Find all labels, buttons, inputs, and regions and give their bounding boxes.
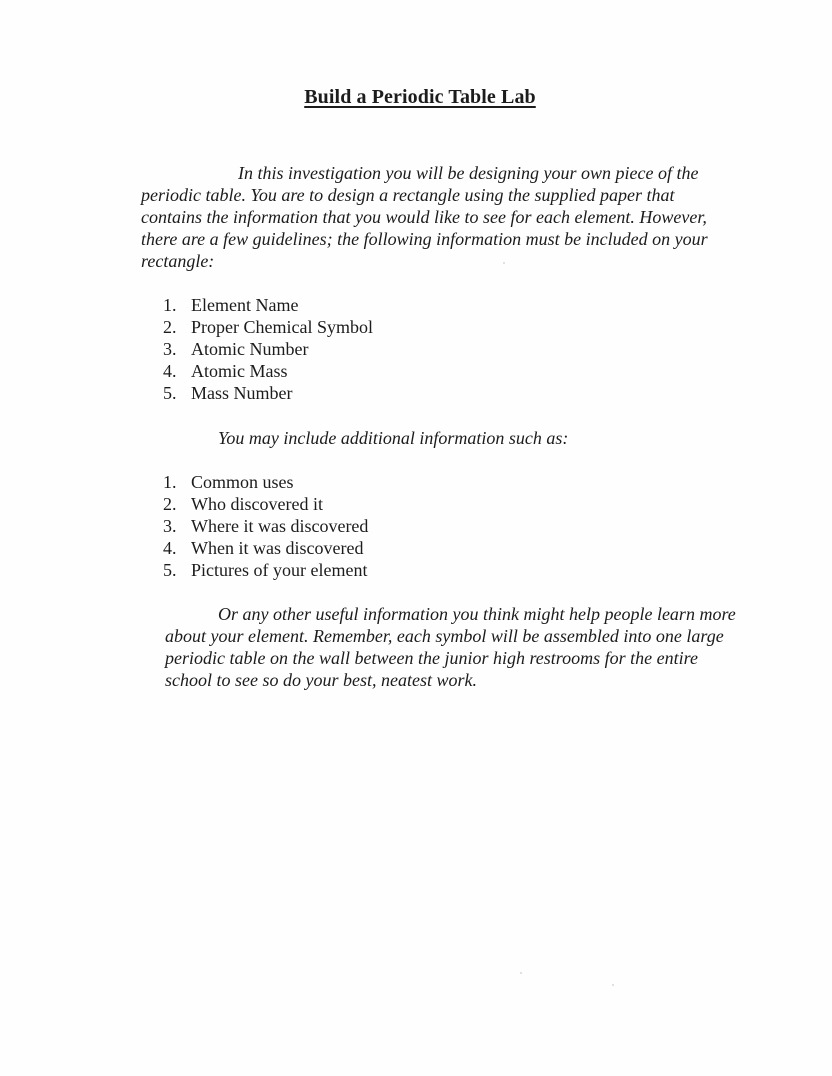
list-item — [163, 338, 373, 360]
list-item — [163, 294, 373, 316]
list-item-number: 1. — [163, 295, 177, 315]
closing-paragraph — [165, 603, 740, 691]
required-info-list — [163, 294, 373, 404]
intro-text: In this investigation you will be designing your own piece of the periodic table. You are to design a rectangle using the supplied paper that contains the information that you would like to see for each element. However, there are a few guidelines; the following information must be included on your rectangle: — [141, 163, 708, 271]
page-title: Build a Periodic Table Lab — [304, 86, 536, 108]
list-item — [163, 537, 368, 559]
list-item-text: Common uses — [191, 472, 294, 492]
additional-info-heading: You may include additional information such as: — [218, 428, 569, 448]
list-item — [163, 316, 373, 338]
list-item-text: Who discovered it — [191, 494, 323, 514]
list-item-text: Pictures of your element — [191, 560, 368, 580]
list-item-text: Element Name — [191, 295, 299, 315]
list-item — [163, 493, 368, 515]
list-item-number: 2. — [163, 317, 177, 337]
list-item-number: 5. — [163, 560, 177, 580]
list-item-text: Mass Number — [191, 383, 293, 403]
scan-speck — [612, 984, 614, 986]
list-item-text: Atomic Number — [191, 339, 309, 359]
intro-paragraph — [141, 162, 731, 272]
list-item-number: 2. — [163, 494, 177, 514]
list-item-number: 3. — [163, 339, 177, 359]
list-item — [163, 515, 368, 537]
list-item-text: Proper Chemical Symbol — [191, 317, 373, 337]
list-item — [163, 559, 368, 581]
list-item-text: When it was discovered — [191, 538, 364, 558]
list-item-number: 1. — [163, 472, 177, 492]
list-item-number: 3. — [163, 516, 177, 536]
scan-speck — [503, 262, 505, 264]
list-item — [163, 382, 373, 404]
closing-text: Or any other useful information you think might help people learn more about your element. Remember, each symbol will be assembled into one large periodic table on the wall between the junior high restrooms for the entire school to see so do your best, neatest work. — [165, 604, 736, 690]
scan-speck — [520, 972, 522, 974]
list-item-text: Where it was discovered — [191, 516, 369, 536]
list-item-number: 5. — [163, 383, 177, 403]
list-item — [163, 360, 373, 382]
additional-info-list — [163, 471, 368, 581]
list-item-number: 4. — [163, 538, 177, 558]
list-item-text: Atomic Mass — [191, 361, 288, 381]
list-item-number: 4. — [163, 361, 177, 381]
list-item — [163, 471, 368, 493]
